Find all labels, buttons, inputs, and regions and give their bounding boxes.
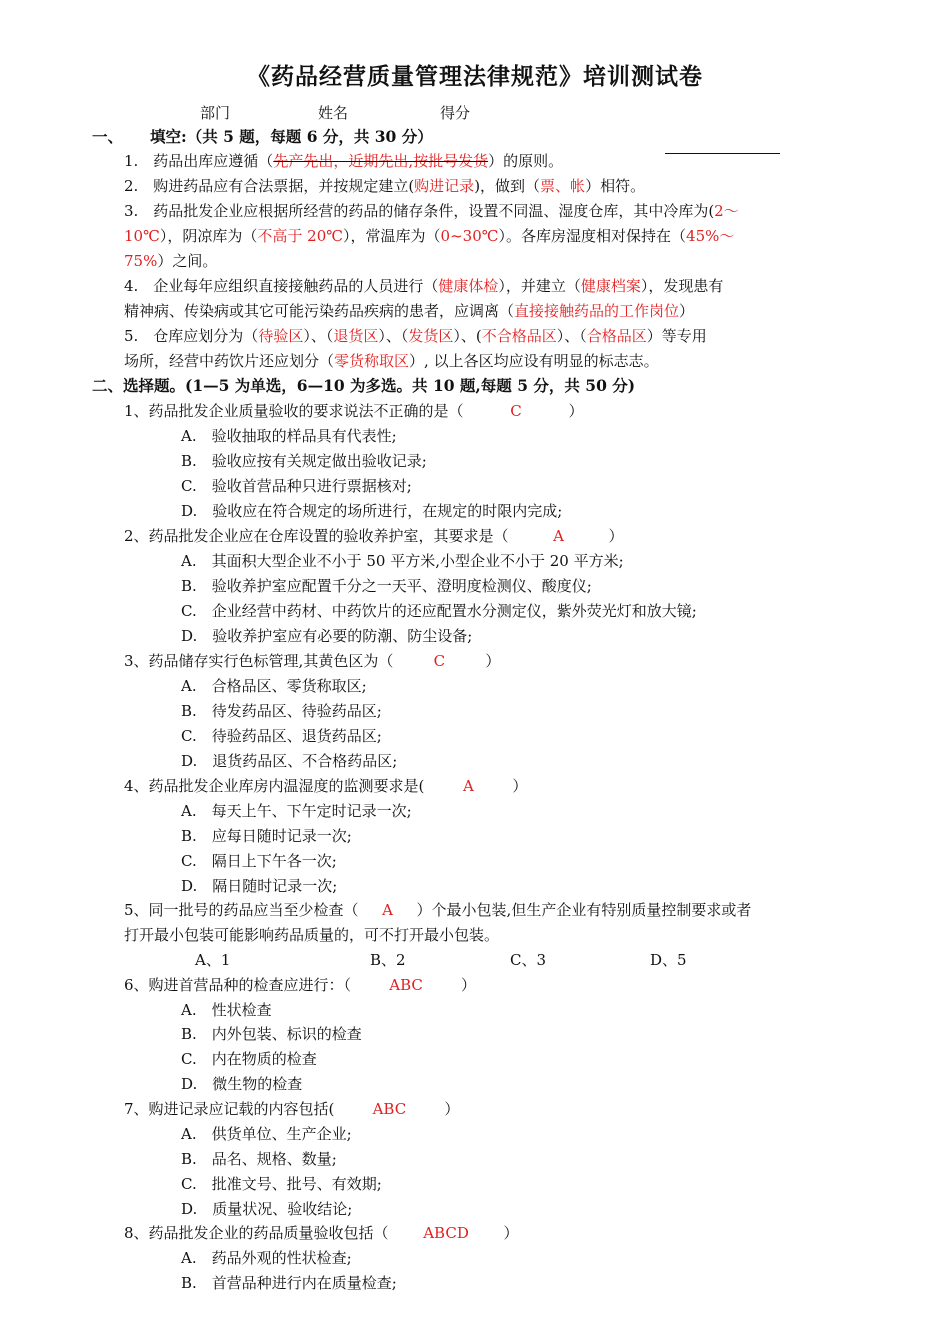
q3-option-c: C. 待验药品区、退货药品区; (181, 727, 382, 745)
choice-question-5-line1: 5、同一批号的药品应当至少检查（ A ）个最小包装,但生产企业有特别质量控制要求或者 (124, 901, 752, 919)
q1-option-c: C. 验收首营品种只进行票据核对; (181, 477, 412, 495)
q6-option-a: A. 性状检查 (181, 1001, 272, 1019)
name-label: 姓名 (318, 104, 349, 122)
fill-question-5-line2: 场所，经营中药饮片还应划分（零货称取区）, 以上各区均应设有明显的标志志。 (124, 352, 659, 370)
q2-option-b: B. 验收养护室应配置千分之一天平、澄明度检测仪、酸度仪; (181, 577, 592, 595)
q2-option-c: C. 企业经营中药材、中药饮片的还应配置水分测定仪，紫外荧光灯和放大镜; (181, 602, 697, 620)
q7-option-b: B. 品名、规格、数量; (181, 1150, 337, 1168)
choice-answer-1: C (510, 402, 522, 420)
choice-question-6: 6、购进首营品种的检查应进行：（ ABC ） (124, 976, 477, 994)
q4-option-d: D. 隔日随时记录一次; (181, 877, 338, 895)
choice-question-3: 3、药品储存实行色标管理,其黄色区为（ C ） (124, 652, 501, 670)
fill-question-4-line2: 精神病、传染病或其它可能污染药品疾病的患者，应调离（直接接触药品的工作岗位） (124, 302, 695, 320)
choice-question-4: 4、药品批发企业库房内温湿度的监测要求是( A ） (124, 777, 528, 795)
q3-option-b: B. 待发药品区、待验药品区; (181, 702, 382, 720)
choice-question-8: 8、药品批发企业的药品质量验收包括（ ABCD ） (124, 1224, 519, 1242)
choice-question-2: 2、药品批发企业应在仓库设置的验收养护室，其要求是（ A ） (124, 527, 624, 545)
fill-question-3-line3: 75%）之间。 (124, 252, 218, 270)
q6-option-d: D. 微生物的检查 (181, 1075, 303, 1093)
q5-option-d: D、5 (650, 951, 687, 969)
choice-answer-2: A (553, 527, 564, 545)
choice-answer-8: ABCD (423, 1224, 469, 1242)
page-title: 《药品经营质量管理法律规范》培训测试卷 (247, 63, 703, 90)
answer-2a: 购进记录 (414, 177, 475, 195)
q7-option-d: D. 质量状况、验收结论; (181, 1200, 353, 1218)
q8-option-a: A. 药品外观的性状检查; (181, 1249, 352, 1267)
choice-question-1: 1、药品批发企业质量验收的要求说法不正确的是（ C ） (124, 402, 584, 420)
choice-answer-7: ABC (372, 1100, 407, 1118)
q1-option-d: D. 验收应在符合规定的场所进行，在规定的时限内完成; (181, 502, 563, 520)
choice-answer-4: A (462, 777, 474, 795)
q6-option-b: B. 内外包装、标识的检查 (181, 1025, 362, 1043)
choice-question-7: 7、购进记录应记载的内容包括( ABC ） (124, 1100, 460, 1118)
q4-option-a: A. 每天上午、下午定时记录一次; (181, 802, 412, 820)
fill-question-4-line1: 4. 企业每年应组织直接接触药品的人员进行（健康体检），并建立（健康档案），发现患有 (124, 277, 724, 295)
q1-option-b: B. 验收应按有关规定做出验收记录; (181, 452, 427, 470)
answer-1: 先产先出，近期先出,按批号发货 (273, 152, 489, 170)
fill-question-5-line1: 5. 仓库应划分为（待验区）、（退货区）、（发货区）、(不合格品区）、（合格品区）等专用 (124, 327, 707, 345)
section1-number: 一、 (92, 127, 124, 146)
q2-option-a: A. 其面积大型企业不小于 50 平方米,小型企业不小于 20 平方米; (181, 552, 624, 570)
section1-heading: 填空:（共 5 题，每题 6 分，共 30 分） (150, 127, 433, 146)
q8-option-b: B. 首营品种进行内在质量检查; (181, 1274, 397, 1292)
fill-question-3-line2: 10℃），阴凉库为（不高于 20℃），常温库为（0~30℃）。各库房湿度相对保持在（45%～ (124, 227, 735, 245)
q4-option-c: C. 隔日上下午各一次; (181, 852, 337, 870)
section2-heading: 二、选择题。(1—5 为单选，6—10 为多选。共 10 题,每题 5 分，共 50 分) (92, 376, 636, 395)
q5-option-c: C、3 (510, 951, 547, 969)
q2-option-d: D. 验收养护室应有必要的防潮、防尘设备; (181, 627, 473, 645)
q1-option-a: A. 验收抽取的样品具有代表性; (181, 427, 397, 445)
fill-question-2: 2. 购进药品应有合法票据，并按规定建立(购进记录)，做到（票、帐）相符。 (124, 177, 646, 195)
dept-label: 部门 (200, 104, 231, 122)
answer-underline (665, 153, 780, 154)
fill-question-3-line1: 3. 药品批发企业应根据所经营的药品的储存条件，设置不同温、湿度仓库，其中冷库为(2～ (124, 202, 739, 220)
q3-option-a: A. 合格品区、零货称取区; (181, 677, 367, 695)
q5-option-a: A、1 (195, 951, 231, 969)
answer-2b: 票、帐 (540, 177, 586, 195)
q7-option-c: C. 批准文号、批号、有效期; (181, 1175, 382, 1193)
fill-question-1: 1. 药品出库应遵循（先产先出，近期先出,按批号发货）的原则。 (124, 152, 564, 170)
choice-answer-6: ABC (389, 976, 423, 994)
q6-option-c: C. 内在物质的检查 (181, 1050, 317, 1068)
choice-answer-3: C (433, 652, 446, 670)
q4-option-b: B. 应每日随时记录一次; (181, 827, 352, 845)
q5-option-b: B、2 (370, 951, 406, 969)
score-label: 得分 (440, 104, 471, 122)
choice-answer-5: A (382, 901, 393, 919)
q3-option-d: D. 退货药品区、不合格药品区; (181, 752, 398, 770)
choice-question-5-line2: 打开最小包装可能影响药品质量的，可不打开最小包装。 (124, 926, 500, 944)
q7-option-a: A. 供货单位、生产企业; (181, 1125, 352, 1143)
